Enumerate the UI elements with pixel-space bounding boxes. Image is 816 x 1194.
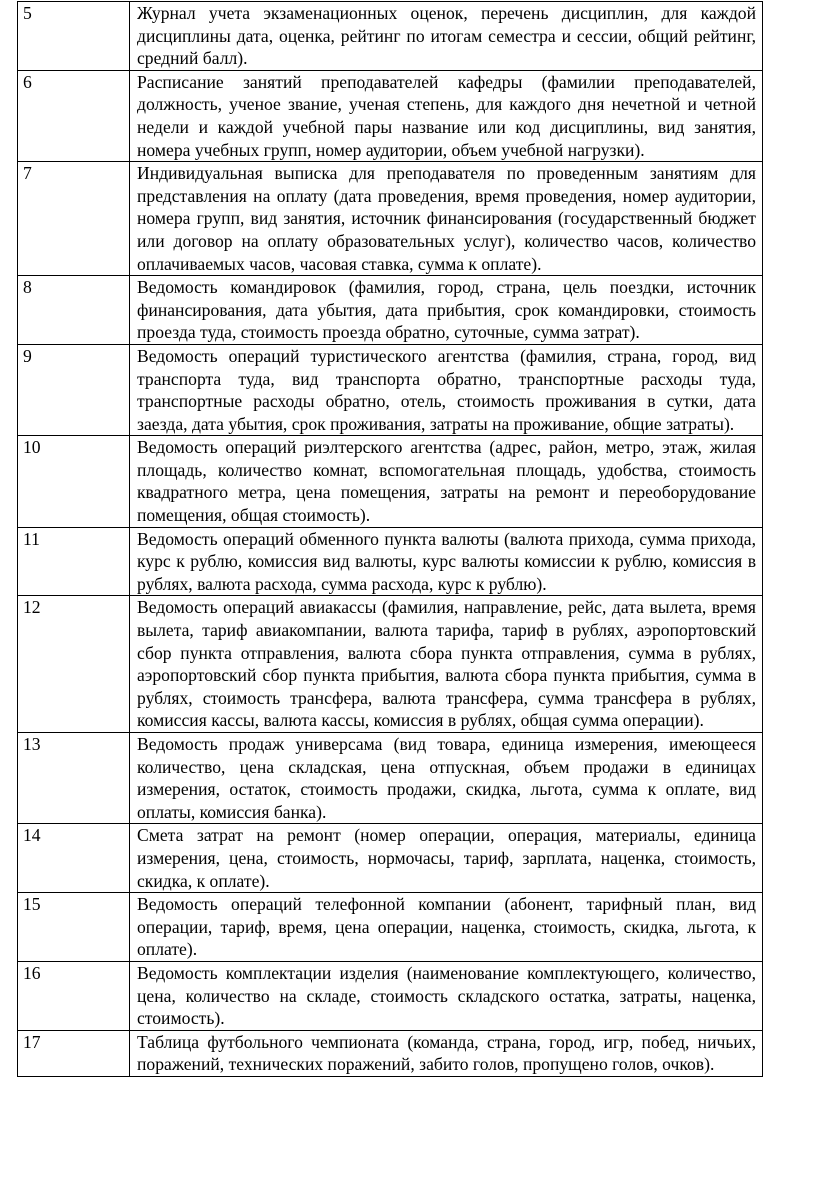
row-description: Журнал учета экзаменационных оценок, перечень дисциплин, для каждой дисциплины дата, оценка, рейтинг по итогам семестра и сессии, общий рейтинг, средний балл). xyxy=(130,2,763,71)
row-description: Ведомость операций обменного пункта валюты (валюта прихода, сумма прихода, курс к рублю, комиссия вид валюты, курс валюты комиссии к рублю, комиссия в рублях, валюта расхода, сумма расхода, курс к рублю). xyxy=(130,527,763,596)
row-description: Ведомость комплектации изделия (наименование комплектующего, количество, цена, количество на складе, стоимость складского остатка, затраты, наценка, стоимость). xyxy=(130,961,763,1030)
row-description: Ведомость операций авиакассы (фамилия, направление, рейс, дата вылета, время вылета, тариф авиакомпании, валюта тарифа, тариф в рублях, аэропортовский сбор пункта отправления, валюта сбора пункта отправления, сумма в рублях, аэропортовский сбор пункта прибытия, валюта сбора пункта прибытия, сумма в рублях, стоимость трансфера, валюта трансфера, сумма трансфера в рублях, комиссия кассы, валюта кассы, комиссия в рублях, общая сумма операции). xyxy=(130,596,763,733)
row-number: 7 xyxy=(18,162,130,276)
table-row xyxy=(18,596,763,733)
table-row xyxy=(18,70,763,161)
row-number: 13 xyxy=(18,733,130,824)
row-number: 9 xyxy=(18,344,130,435)
row-description: Ведомость командировок (фамилия, город, страна, цель поездки, источник финансирования, дата убытия, дата прибытия, срок командировки, стоимость проезда туда, стоимость проезда обратно, суточные, сумма затрат). xyxy=(130,276,763,345)
row-description: Ведомость продаж универсама (вид товара, единица измерения, имеющееся количество, цена складская, цена отпускная, объем продажи в единицах измерения, остаток, стоимость продажи, скидка, льгота, сумма к оплате, вид оплаты, комиссия банка). xyxy=(130,733,763,824)
row-number: 17 xyxy=(18,1030,130,1076)
row-number: 16 xyxy=(18,961,130,1030)
table-row xyxy=(18,527,763,596)
row-number: 12 xyxy=(18,596,130,733)
row-description: Смета затрат на ремонт (номер операции, операция, материалы, единица измерения, цена, стоимость, нормочасы, тариф, зарплата, наценка, стоимость, скидка, к оплате). xyxy=(130,824,763,893)
table-row xyxy=(18,344,763,435)
table-row xyxy=(18,961,763,1030)
row-description: Индивидуальная выписка для преподавателя по проведенным занятиям для представления на оплату (дата проведения, время проведения, номер аудитории, номера групп, вид занятия, источник финансирования (государственный бюджет или договор на оплату образовательных услуг), количество часов, количество оплачиваемых часов, часовая ставка, сумма к оплате). xyxy=(130,162,763,276)
table-row xyxy=(18,276,763,345)
assignment-table xyxy=(17,1,763,1077)
row-number: 6 xyxy=(18,70,130,161)
table-row xyxy=(18,1030,763,1076)
table-row xyxy=(18,733,763,824)
row-description: Таблица футбольного чемпионата (команда, страна, город, игр, побед, ничьих, поражений, технических поражений, забито голов, пропущено голов, очков). xyxy=(130,1030,763,1076)
row-number: 15 xyxy=(18,893,130,962)
row-description: Ведомость операций риэлтерского агентства (адрес, район, метро, этаж, жилая площадь, количество комнат, вспомогательная площадь, удобства, стоимость квадратного метра, цена помещения, затраты на ремонт и переоборудование помещения, общая стоимость). xyxy=(130,436,763,527)
table-row xyxy=(18,2,763,71)
table-row xyxy=(18,436,763,527)
assignment-table-body xyxy=(18,2,763,1077)
row-description: Расписание занятий преподавателей кафедры (фамилии преподавателей, должность, ученое звание, ученая степень, для каждого дня нечетной и четной недели и каждой учебной пары название или код дисциплины, вид занятия, номера учебных групп, номер аудитории, объем учебной нагрузки). xyxy=(130,70,763,161)
table-row xyxy=(18,893,763,962)
row-number: 10 xyxy=(18,436,130,527)
row-description: Ведомость операций туристического агентства (фамилия, страна, город, вид транспорта туда, вид транспорта обратно, транспортные расходы туда, транспортные расходы обратно, отель, стоимость проживания в сутки, дата заезда, дата убытия, срок проживания, затраты на проживание, общие затраты). xyxy=(130,344,763,435)
table-row xyxy=(18,162,763,276)
row-description: Ведомость операций телефонной компании (абонент, тарифный план, вид операции, тариф, время, цена операции, наценка, стоимость, скидка, льгота, к оплате). xyxy=(130,893,763,962)
row-number: 8 xyxy=(18,276,130,345)
row-number: 11 xyxy=(18,527,130,596)
row-number: 5 xyxy=(18,2,130,71)
table-row xyxy=(18,824,763,893)
row-number: 14 xyxy=(18,824,130,893)
